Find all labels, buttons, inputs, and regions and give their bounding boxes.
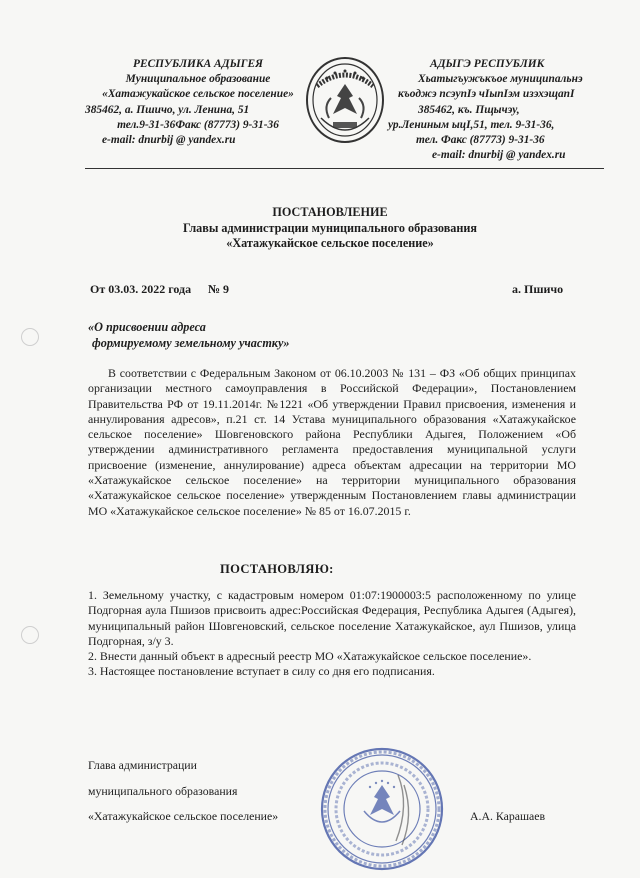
- header-left-email: e-mail: dnurbij @ yandex.ru: [102, 134, 236, 147]
- header-right-fax: тел. Факс (87773) 9-31-36: [416, 134, 545, 147]
- signatory-name: А.А. Карашаев: [470, 809, 546, 823]
- header-left-republic: РЕСПУБЛИКА АДЫГЕЯ: [133, 58, 263, 70]
- preamble-paragraph: В соответствии с Федеральным Законом от 06.10.2003 № 131 – ФЗ «Об общих принципах организации местного самоуправления в Российской Федерации», Постановлением Правительства РФ от 19.11.2014г. №1221 «Об утверждении Правил присвоения, изменения и аннулирования адресов», п.21 ст. 14 Устава муниципального образования «Хатажукайское сельское поселение» Шовгеновского района Республики Адыгея, Положением «Об утверждении административного регламента предоставления муниципальной услуги присвоение (изменение, аннулирование) адреса объектам адресации на территории МО «Хатажукайское сельское поселение» на территории муниципального образования «Хатажукайское сельское поселение» утвержденным Постановлением главы администрации МО «Хатажукайское сельское поселение» № 85 от 16.07.2015 г.: [88, 366, 576, 518]
- signature-position-1: Глава администрации: [88, 758, 197, 772]
- subject-line-1: «О присвоении адреса: [88, 320, 206, 334]
- decree-heading: ПОСТАНОВЛЯЮ:: [220, 562, 334, 576]
- header-left-municipal: Муниципальное образование: [125, 73, 271, 86]
- document-subject: [88, 320, 289, 351]
- document-title: [90, 205, 570, 252]
- punch-hole-top: [21, 328, 39, 346]
- header-left-settlement: «Хатажукайское сельское поселение»: [102, 88, 294, 101]
- header-right-republic: АДЫГЭ РЕСПУБЛИК: [430, 58, 545, 70]
- document-place: а. Пшичо: [512, 282, 564, 296]
- signature-position-3: «Хатажукайское сельское поселение»: [88, 809, 279, 823]
- title-head: Главы администрации муниципального образования: [182, 220, 478, 235]
- header-right-municipal: Хьатыгъужъкъое муниципальнэ: [418, 73, 583, 86]
- preamble: [88, 366, 576, 519]
- header-right-address: 385462, къ. Пщычэу,: [418, 103, 520, 116]
- title-settlement: «Хатажукайское сельское поселение»: [226, 236, 434, 251]
- decree-items: [88, 588, 576, 680]
- header-left-phone: тел.9-31-36Факс (87773) 9-31-36: [117, 118, 279, 131]
- header-right-settlement: къоджэ псэупІэ чІыпІэм изэхэщапІ: [398, 88, 575, 101]
- header-left-address: 385462, а. Пшичо, ул. Ленина, 51: [85, 103, 250, 116]
- header-divider: [85, 168, 604, 169]
- document-number: № 9: [208, 282, 230, 296]
- header-right-email: e-mail: dnurbij @ yandex.ru: [432, 149, 566, 162]
- decree-item-1: 1. Земельному участку, с кадастровым номером 01:07:1900003:5 расположенному по улице Подгорная аула Пшизов присвоить адрес:Российская Федерация, Республика Адыгея (Адыгея), муниципальный район Шовгеновский, сельское поселение Хатажукайское, аул Пшизов, улица Подгорная, з/у 3.: [88, 588, 576, 648]
- header-right: [388, 57, 608, 163]
- punch-hole-bottom: [21, 626, 39, 644]
- document-date: От 03.03. 2022 года: [90, 282, 192, 296]
- coat-of-arms-icon: [303, 56, 387, 148]
- header-left: [85, 57, 308, 148]
- subject-line-2: формируемому земельному участку»: [92, 335, 290, 350]
- title-resolution: ПОСТАНОВЛЕНИЕ: [272, 205, 388, 219]
- official-seal-icon: [318, 745, 446, 873]
- header-right-street: ур.Лениным ыцІ,51, тел. 9-31-36,: [388, 118, 555, 131]
- decree-item-3: 3. Настоящее постановление вступает в силу со дня его подписания.: [88, 664, 435, 679]
- signature-position-2: муниципального образования: [88, 784, 238, 798]
- decree-item-2: 2. Внести данный объект в адресный реестр МО «Хатажукайское сельское поселение».: [88, 649, 532, 664]
